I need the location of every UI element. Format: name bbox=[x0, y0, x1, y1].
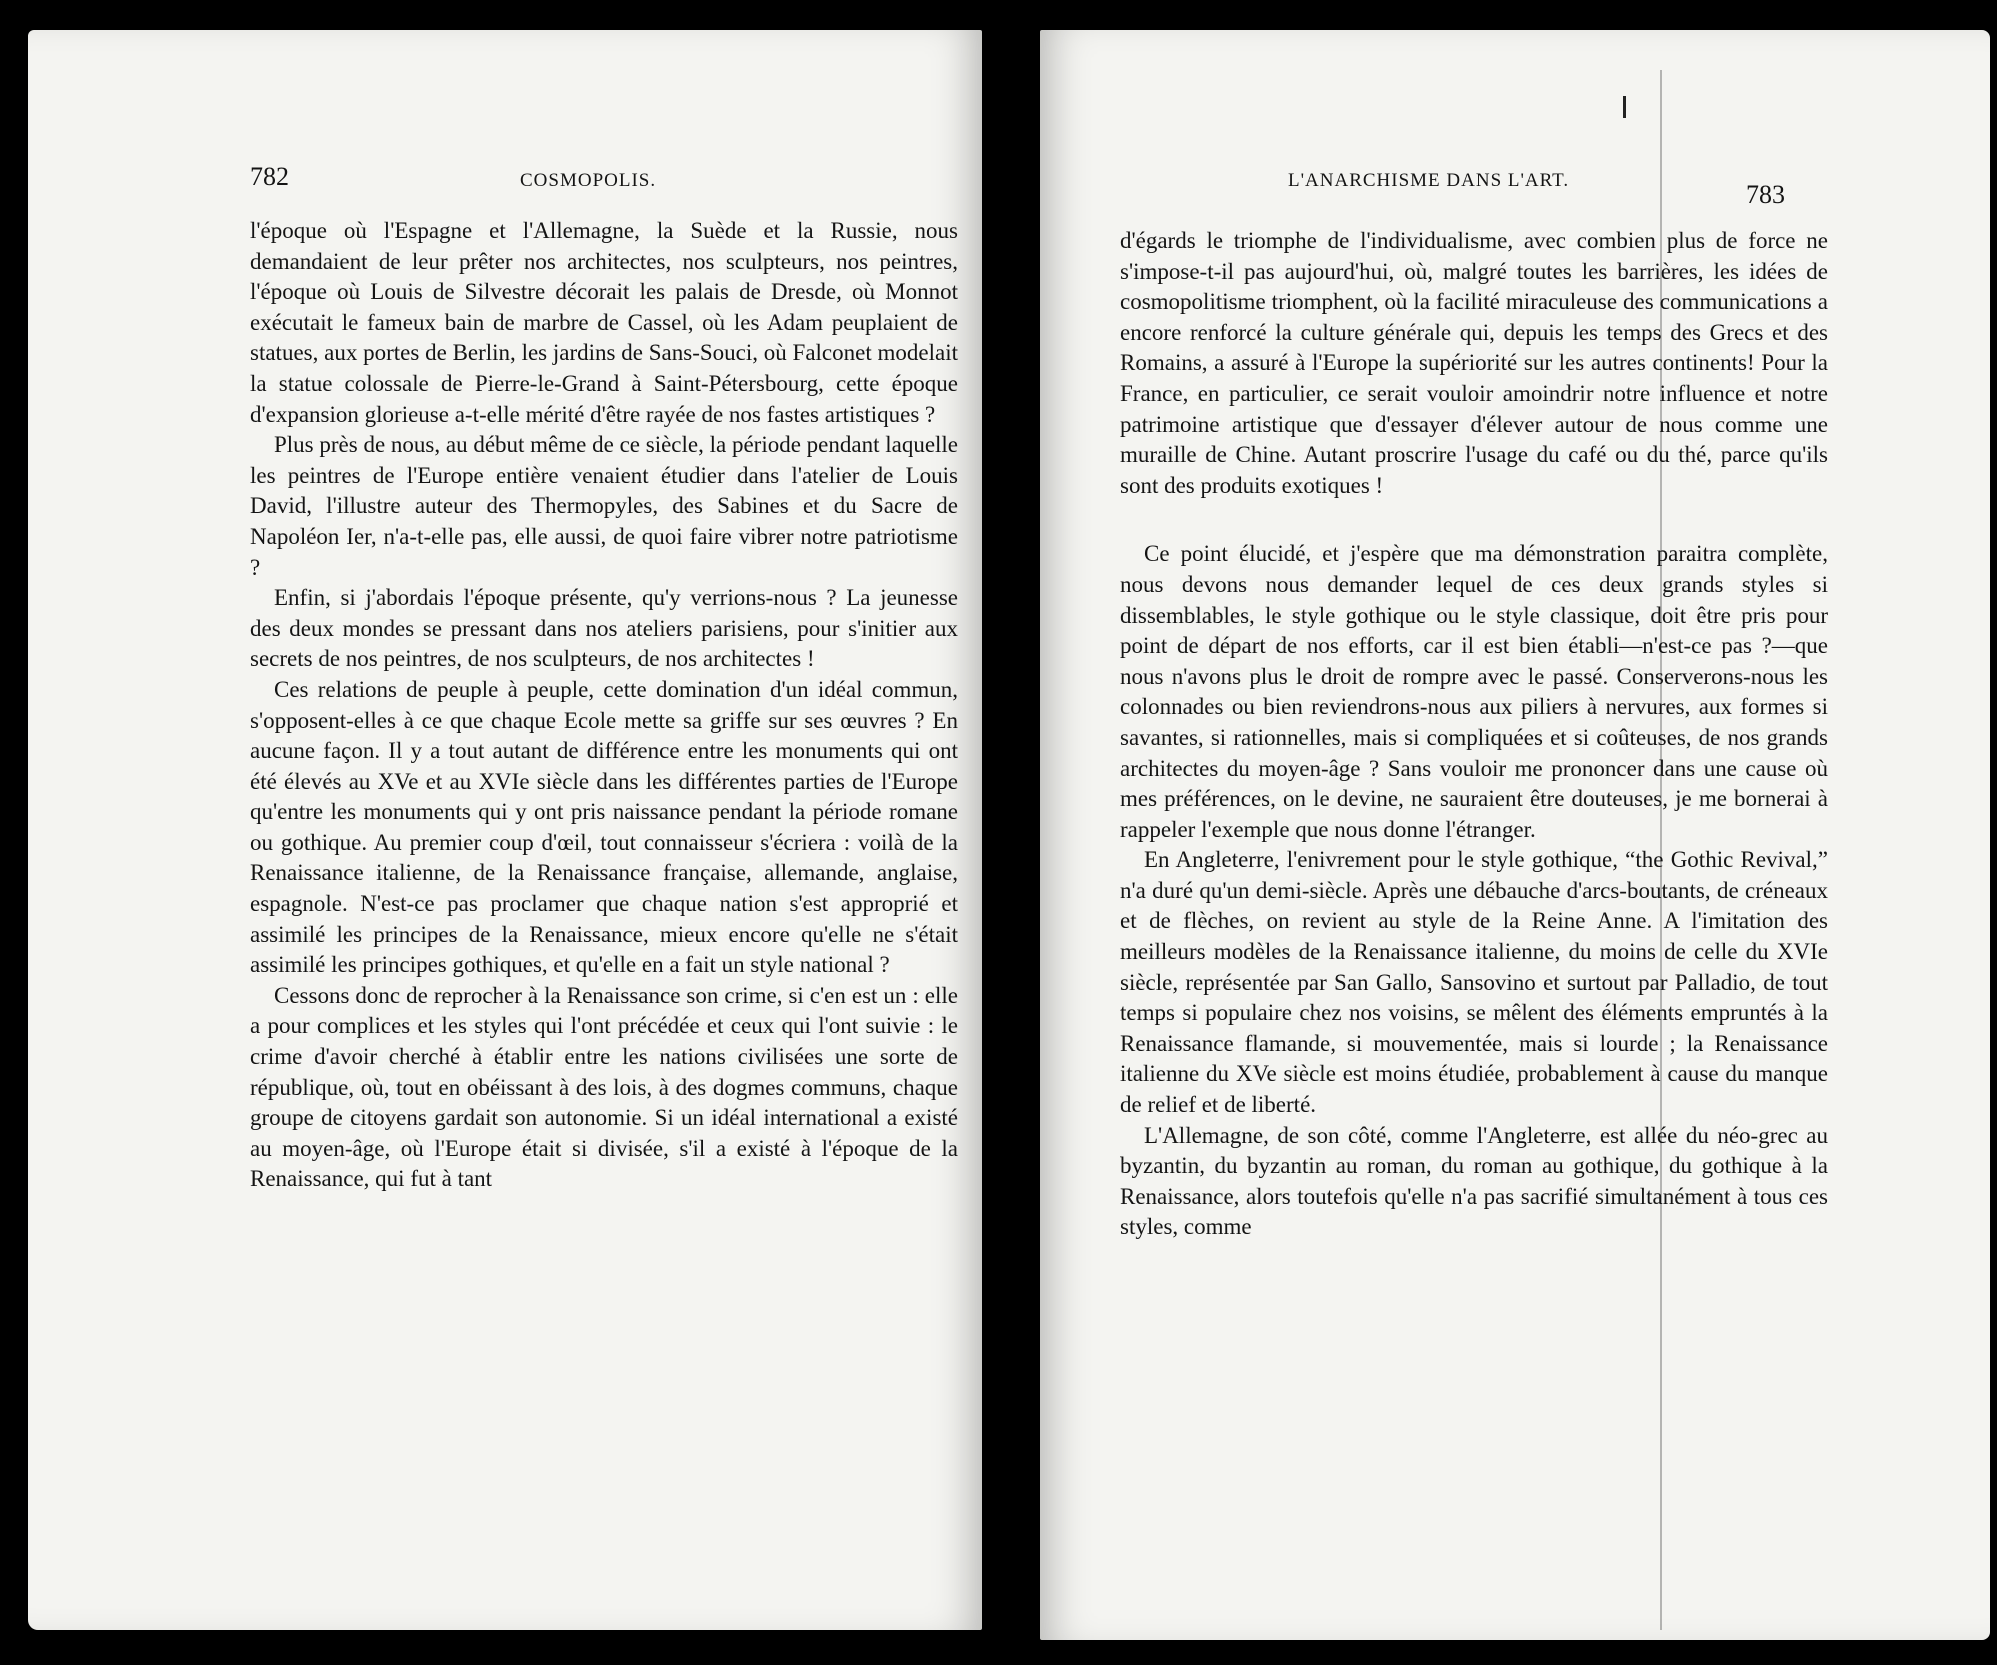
paragraph: En Angleterre, l'enivrement pour le style gothique, “the Gothic Revival,” n'a duré qu'un demi-siècle. Après une débauche d'arcs-boutants, de créneaux et de flèches, on revient au style de la Reine Anne. A l'imitation des meilleurs modèles de la Renaissance italienne, du moins de celle du XVIe siècle, représentée par San Gallo, Sansovino et surtout par Palladio, de tout temps si populaire chez nos voisins, se mêlent des éléments empruntés à la Renaissance flamande, si mouvementée, mais si lourde ; la Renaissance italienne du XVe siècle est moins étudiée, probablement à cause du manque de relief et de liberté. bbox=[1120, 847, 1828, 1118]
paragraph: Ces relations de peuple à peuple, cette domination d'un idéal commun, s'opposent-elles à ce que chaque Ecole mette sa griffe sur ses œuvres ? En aucune façon. Il y a tout autant de différence entre les monuments qui ont été élevés au XVe et au XVIe siècle dans les différentes parties de l'Europe qu'entre les monuments qui y ont pris naissance pendant la période romane ou gothique. Au premier coup d'œil, tout connaisseur s'écriera : voilà de la Renaissance italienne, de la Renaissance française, allemande, anglaise, espagnole. N'est-ce pas proclamer que chaque nation s'est approprié et assimilé les principes de la Renaissance, mieux encore qu'elle ne s'était assimilé les principes gothiques, et qu'elle en a fait un style national ? bbox=[250, 676, 958, 978]
page-number-right: 783 bbox=[1746, 180, 1785, 209]
paragraph: l'époque où l'Espagne et l'Allemagne, la Suède et la Russie, nous demandaient de leur prêter nos architectes, nos sculpteurs, nos peintres, l'époque où Louis de Silvestre décorait les palais de Dresde, où Monnot exécutait le fameux bain de marbre de Cassel, où les Adam peuplaient de statues, aux portes de Berlin, les jardins de Sans-Souci, où Falconet modelait la statue colossale de Pierre-le-Grand à Saint-Pétersbourg, cette époque d'expansion glorieuse a-t-elle mérité d'être rayée de nos fastes artistiques ? bbox=[250, 218, 958, 427]
paragraph: d'égards le triomphe de l'individualisme, avec combien plus de force ne s'impose-t-il pas aujourd'hui, où, malgré toutes les barrières, les idées de cosmopolitisme triomphent, où la facilité miraculeuse des communications a encore renforcé la culture générale qui, depuis les temps des Grecs et des Romains, a assuré à l'Europe la supériorité sur les autres continents! Pour la France, en particulier, ce serait vouloir amoindrir notre influence et notre patrimoine artistique que d'essayer d'élever autour de nous comme une muraille de Chine. Autant proscrire l'usage du café ou du thé, parce qu'ils sont des produits exotiques ! bbox=[1120, 228, 1828, 498]
paragraph: Ce point élucidé, et j'espère que ma démonstration paraitra complète, nous devons nous demander lequel de ces deux grands styles si dissemblables, le style gothique ou le style classique, doit être pris pour point de départ de nos efforts, car il est bien établi—n'est-ce pas ?—que nous n'avons plus le droit de rompre avec le passé. Conserverons-nous les colonnades ou bien reviendrons-nous aux piliers à nervures, aux formes si savantes, si rationnelles, mais si compliquées et si coûteuses, de nos grands architectes du moyen-âge ? Sans vouloir me prononcer dans une cause où mes préférences, on le devine, ne sauraient être douteuses, je me bornerai à rappeler l'exemple que nous donne l'étranger. bbox=[1120, 541, 1828, 842]
paragraph: Enfin, si j'abordais l'époque présente, qu'y verrions-nous ? La jeunesse des deux mondes se pressant dans nos ateliers parisiens, pour s'initier aux secrets de nos peintres, de nos sculpteurs, de nos architectes ! bbox=[250, 585, 958, 672]
left-page bbox=[28, 30, 982, 1630]
book-gutter bbox=[982, 0, 1040, 1665]
paragraph: L'Allemagne, de son côté, comme l'Angleterre, est allée du néo-grec au byzantin, du byzantin au roman, du roman au gothique, du gothique à la Renaissance, alors toutefois qu'elle n'a pas sacrifié simultanément à tous ces styles, comme bbox=[1120, 1122, 1828, 1240]
page-number-left: 782 bbox=[250, 162, 289, 191]
left-text-block bbox=[250, 216, 958, 1195]
ink-mark bbox=[1623, 96, 1626, 118]
right-text-block bbox=[1120, 226, 1828, 1243]
running-head-right: L'ANARCHISME DANS L'ART. bbox=[1288, 170, 1570, 191]
running-head-left: COSMOPOLIS. bbox=[520, 170, 657, 191]
right-page bbox=[1040, 30, 1990, 1640]
paragraph: Cessons donc de reprocher à la Renaissance son crime, si c'en est un : elle a pour complices et les styles qui l'ont précédée et ceux qui l'ont suivie : le crime d'avoir cherché à établir entre les nations civilisées une sorte de république, où, tout en obéissant à des lois, à des dogmes communs, chaque groupe de citoyens gardait son autonomie. Si un idéal international a existé au moyen-âge, où l'Europe était si divisée, s'il a existé à l'époque de la Renaissance, qui fut à tant bbox=[250, 982, 958, 1192]
paragraph: Plus près de nous, au début même de ce siècle, la période pendant laquelle les peintres de l'Europe entière venaient étudier dans l'atelier de Louis David, l'illustre auteur des Thermopyles, des Sabines et du Sacre de Napoléon Ier, n'a-t-elle pas, elle aussi, de quoi faire vibrer notre patriotisme ? bbox=[250, 432, 959, 580]
